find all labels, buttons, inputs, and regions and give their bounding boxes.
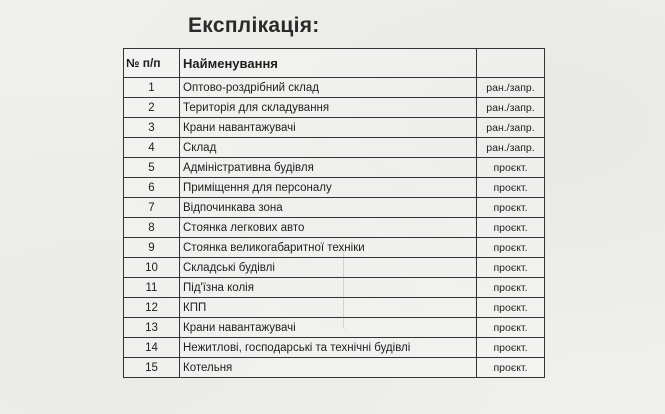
row-number: 11 [124, 278, 180, 298]
row-name: Стоянка великогабаритної техніки [180, 238, 477, 258]
row-number: 6 [124, 178, 180, 198]
row-status: проєкт. [477, 358, 545, 378]
row-number: 9 [124, 238, 180, 258]
table-row [124, 118, 545, 138]
table-row [124, 158, 545, 178]
row-name: Складські будівлі [180, 258, 477, 278]
table-row [124, 318, 545, 338]
header-name: Найменування [180, 49, 477, 78]
row-number: 3 [124, 118, 180, 138]
row-status: ран./запр. [477, 98, 545, 118]
row-name: Котельня [180, 358, 477, 378]
row-number: 14 [124, 338, 180, 358]
row-name: Відпочинкава зона [180, 198, 477, 218]
row-status: проєкт. [477, 298, 545, 318]
row-number: 5 [124, 158, 180, 178]
row-status: проєкт. [477, 238, 545, 258]
row-name: Приміщення для персоналу [180, 178, 477, 198]
table-row [124, 98, 545, 118]
row-name: Адміністративна будівля [180, 158, 477, 178]
header-number: № п/п [124, 49, 180, 78]
row-status: ран./запр. [477, 118, 545, 138]
scan-mark [343, 250, 350, 330]
table-row [124, 238, 545, 258]
header-status [477, 49, 545, 78]
row-number: 4 [124, 138, 180, 158]
row-status: проєкт. [477, 278, 545, 298]
row-number: 10 [124, 258, 180, 278]
row-status: проєкт. [477, 158, 545, 178]
row-status: проєкт. [477, 218, 545, 238]
table-row [124, 258, 545, 278]
table-row [124, 278, 545, 298]
row-status: проєкт. [477, 338, 545, 358]
explication-table [123, 48, 545, 378]
row-name: КПП [180, 298, 477, 318]
table-row [124, 358, 545, 378]
row-status: ран./запр. [477, 78, 545, 98]
row-name: Оптово-роздрібний склад [180, 78, 477, 98]
table-row [124, 218, 545, 238]
row-status: проєкт. [477, 258, 545, 278]
table-row [124, 78, 545, 98]
table-header-row [124, 49, 545, 78]
row-status: проєкт. [477, 178, 545, 198]
row-name: Крани навантажувачі [180, 118, 477, 138]
row-name: Крани навантажувачі [180, 318, 477, 338]
row-number: 8 [124, 218, 180, 238]
row-status: проєкт. [477, 318, 545, 338]
table-row [124, 138, 545, 158]
row-name: Склад [180, 138, 477, 158]
row-number: 2 [124, 98, 180, 118]
table-row [124, 198, 545, 218]
row-number: 15 [124, 358, 180, 378]
row-status: ран./запр. [477, 138, 545, 158]
table-body [124, 78, 545, 378]
row-status: проєкт. [477, 198, 545, 218]
row-number: 7 [124, 198, 180, 218]
row-name: Територія для складування [180, 98, 477, 118]
row-name: Під'їзна колія [180, 278, 477, 298]
row-name: Нежитлові, господарські та технічні будівлі [180, 338, 477, 358]
row-name: Стоянка легкових авто [180, 218, 477, 238]
row-number: 1 [124, 78, 180, 98]
document-title: Експлікація: [188, 14, 320, 37]
row-number: 12 [124, 298, 180, 318]
table-row [124, 338, 545, 358]
row-number: 13 [124, 318, 180, 338]
table-row [124, 178, 545, 198]
table-row [124, 298, 545, 318]
